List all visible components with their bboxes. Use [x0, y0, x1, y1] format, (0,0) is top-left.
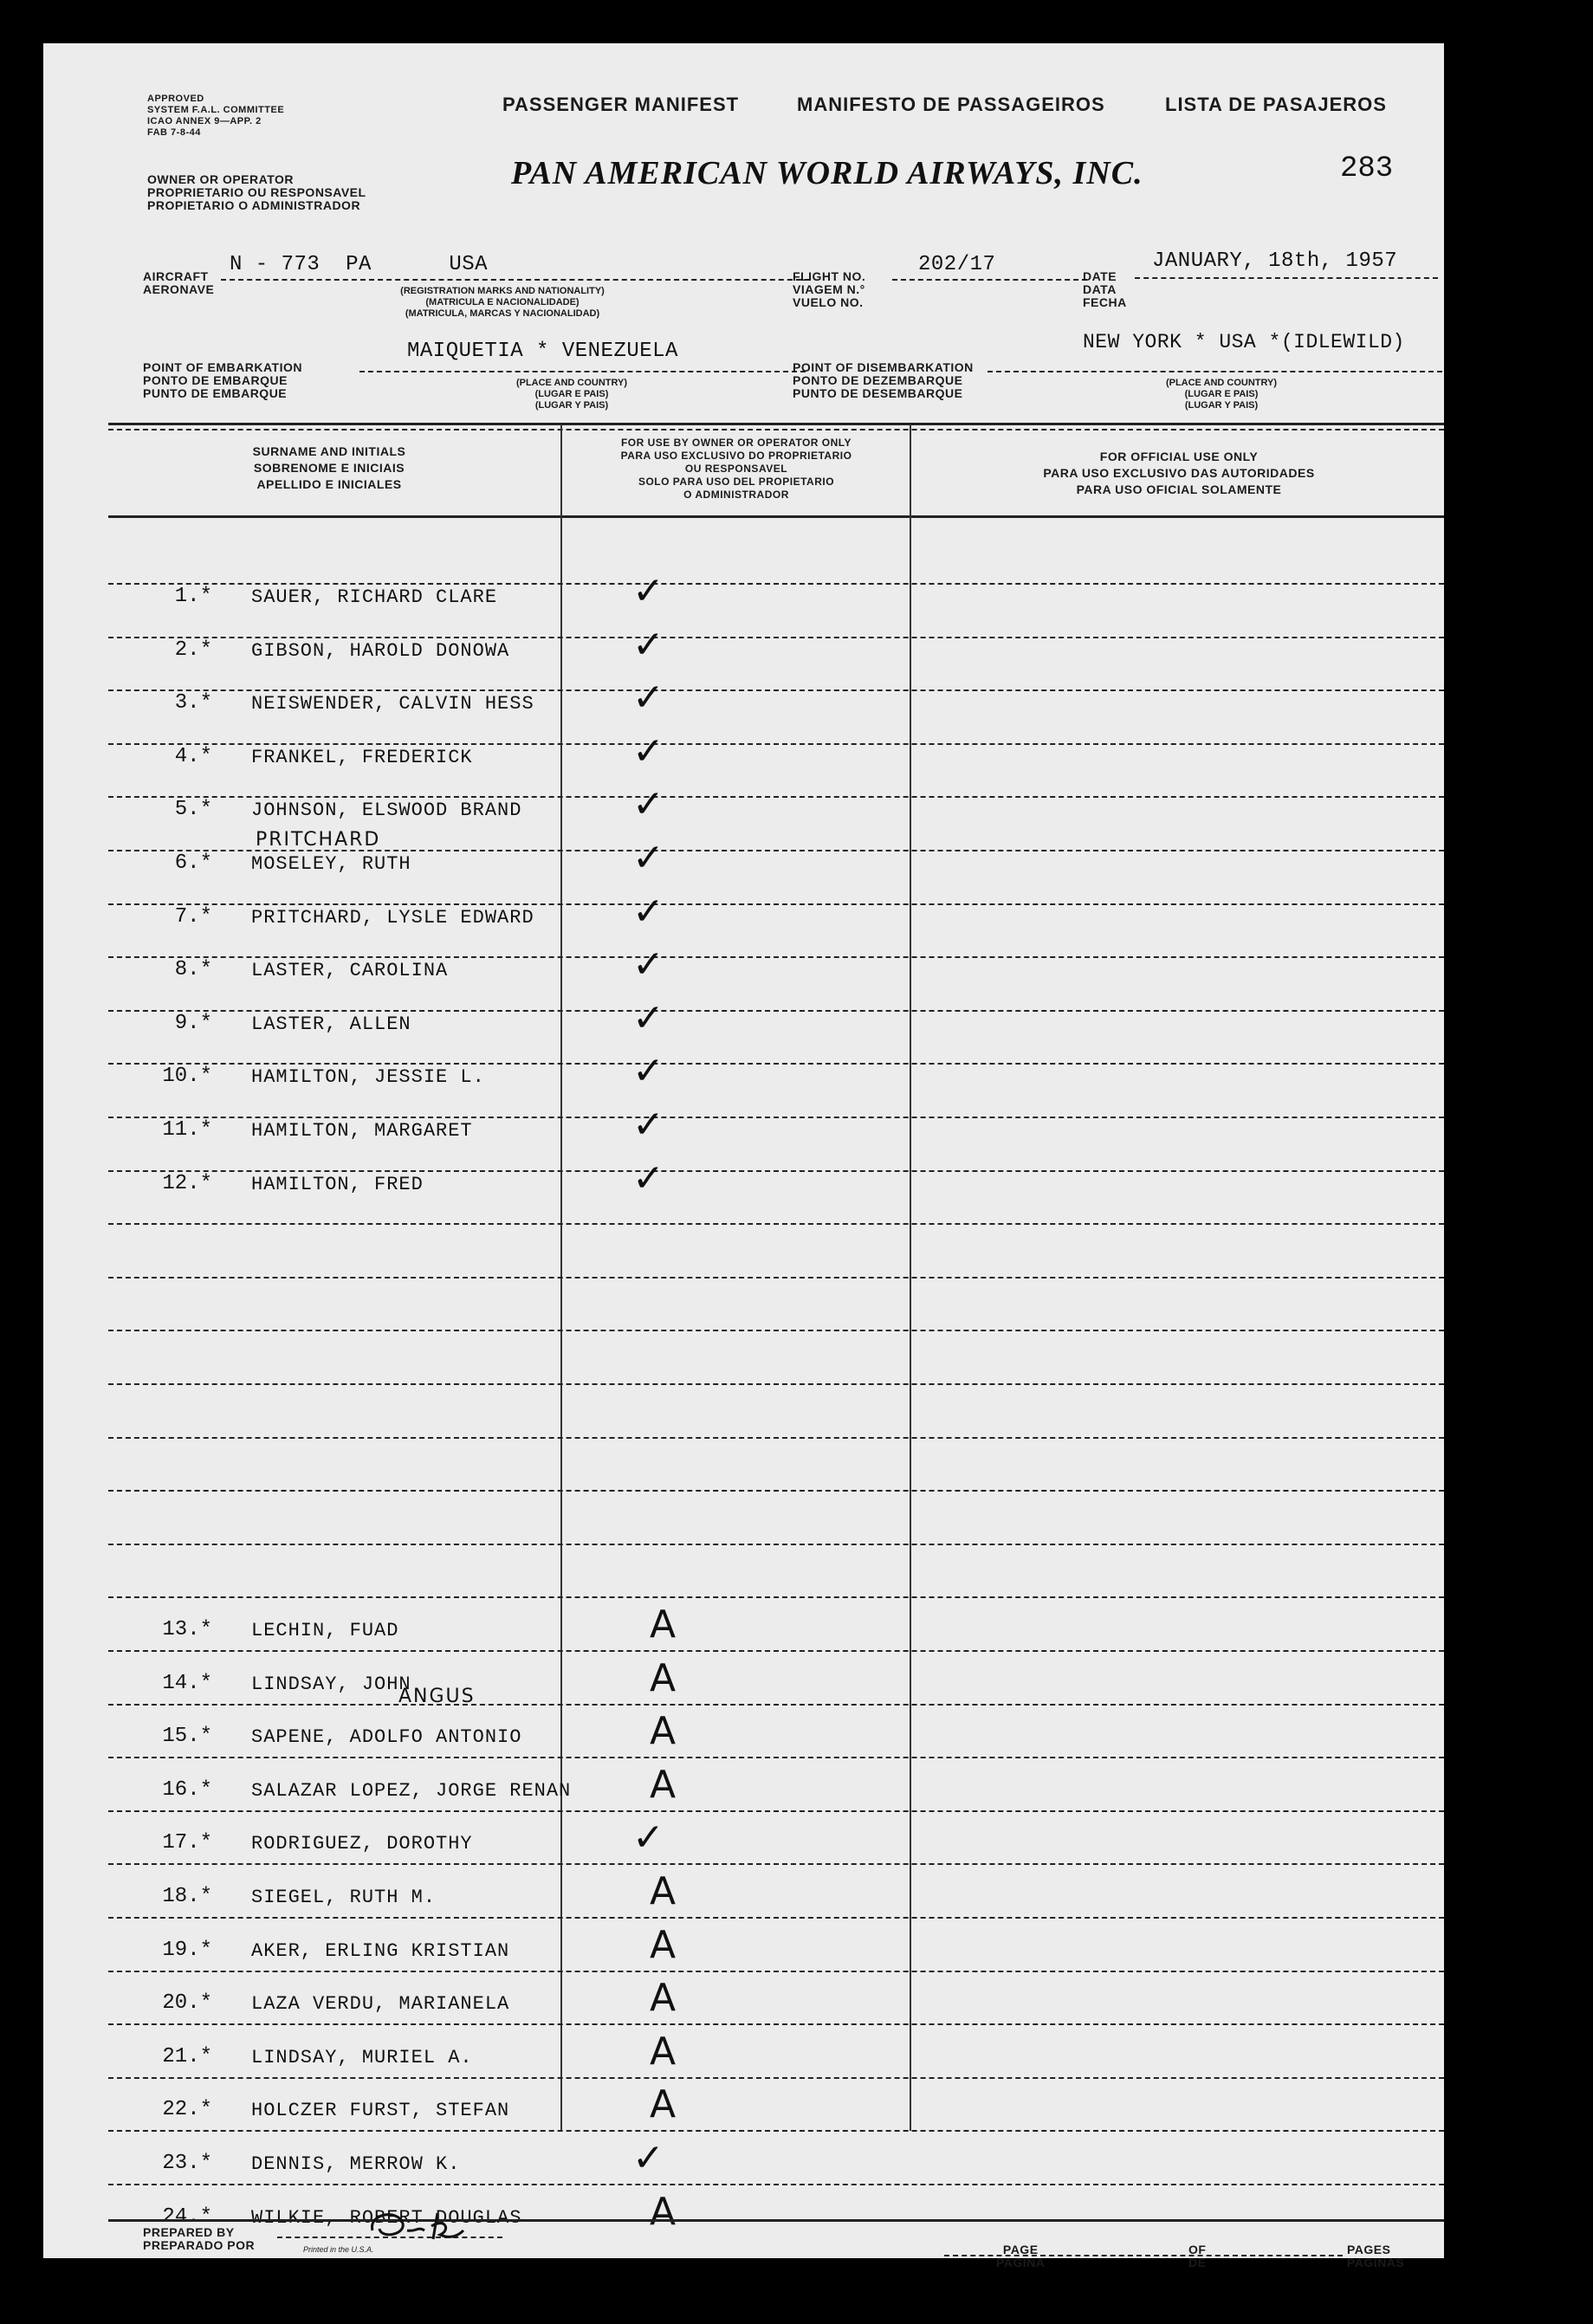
date-underline [1135, 277, 1438, 279]
aircraft-label-line: AIRCRAFT [143, 269, 209, 283]
aircraft-label [143, 270, 214, 296]
passenger-name: LECHIN, FUAD [251, 1620, 399, 1641]
passenger-number: 19.* [162, 1938, 212, 1962]
page-label-line: PAGINA [996, 2256, 1046, 2269]
row-rule [108, 1863, 1444, 1865]
passenger-number: 3.* [174, 691, 212, 715]
disembarkation-sub-line: (PLACE AND COUNTRY) [1165, 378, 1278, 388]
arrival-mark: A [650, 1655, 677, 1700]
row-rule [108, 1330, 1444, 1331]
pages-label [1347, 2243, 1404, 2269]
page-label-line: PAGE [1002, 2243, 1039, 2256]
owner-column-header [567, 437, 905, 502]
row-rule [108, 1810, 1444, 1812]
row-rule [108, 1596, 1444, 1598]
owner-header-line: OU RESPONSAVEL [684, 463, 788, 475]
passenger-name: JOHNSON, ELSWOOD BRAND [251, 799, 522, 822]
passenger-name: AKER, ERLING KRISTIAN [251, 1939, 510, 1962]
check-mark-icon: ✓ [632, 889, 664, 934]
arrival-mark: A [650, 1762, 677, 1807]
names-header-line: SOBRENOME E INICIAIS [253, 461, 405, 475]
row-rule [108, 1704, 1444, 1706]
embarkation-sub-line: (LUGAR E PAIS) [534, 389, 609, 399]
title-pt: MANIFESTO DE PASSAGEIROS [797, 94, 1105, 115]
passenger-number: 7.* [174, 904, 212, 929]
passenger-name: SAPENE, ADOLFO ANTONIO [251, 1726, 522, 1749]
row-rule [108, 956, 1444, 958]
owner-header-line: FOR USE BY OWNER OR OPERATOR ONLY [620, 437, 852, 449]
passenger-name: SAUER, RICHARD CLARE [251, 586, 498, 608]
passenger-name: WILKIE, ROBERT DOUGLAS [251, 2206, 522, 2229]
passenger-name: LINDSAY, JOHN [251, 1673, 411, 1695]
row-rule [108, 743, 1444, 745]
of-label-line: OF [1188, 2243, 1207, 2256]
flight-label [793, 270, 865, 309]
passenger-number: 6.* [174, 851, 212, 875]
signature-icon [364, 2204, 476, 2248]
owner-label-line: PROPRIETARIO OU RESPONSAVEL [147, 185, 366, 199]
official-header-line: PARA USO OFICIAL SOLAMENTE [1076, 482, 1282, 496]
aircraft-sub-line: (MATRICULA, MARCAS Y NACIONALIDAD) [405, 308, 600, 319]
passenger-name: MOSELEY, RUTH [251, 853, 411, 875]
aircraft-sub [321, 286, 684, 320]
check-mark-icon: ✓ [632, 782, 664, 827]
passenger-number: 22.* [162, 2098, 212, 2122]
passenger-name: LINDSAY, MURIEL A. [251, 2046, 473, 2068]
passenger-name: FRANKEL, FREDERICK [251, 746, 473, 768]
passenger-name: RODRIGUEZ, DOROTHY [251, 1833, 473, 1855]
check-mark-icon: ✓ [632, 942, 664, 987]
row-rule [108, 1383, 1444, 1385]
row-rule [108, 1223, 1444, 1225]
flight-underline [892, 279, 1087, 281]
arrival-mark: A [650, 1922, 677, 1967]
passenger-number: 14.* [162, 1671, 212, 1695]
check-mark-icon: ✓ [632, 1049, 664, 1094]
table-top-rule-2 [108, 429, 1444, 430]
flight-value: 202/17 [918, 253, 996, 276]
passenger-name: HAMILTON, MARGARET [251, 1120, 473, 1142]
table-header-rule [108, 515, 1444, 518]
disembarkation-sub-line: (LUGAR E PAIS) [1184, 389, 1259, 399]
passenger-number: 5.* [174, 798, 212, 822]
approval-line: ICAO ANNEX 9—APP. 2 [147, 116, 262, 126]
passenger-number: 24.* [162, 2204, 212, 2229]
names-header-line: SURNAME AND INITIALS [252, 444, 406, 458]
approval-line: SYSTEM F.A.L. COMMITTEE [147, 105, 285, 115]
owner-label-line: PROPIETARIO O ADMINISTRADOR [147, 198, 361, 212]
arrival-mark: A [650, 1976, 677, 2021]
aircraft-label-line: AERONAVE [143, 282, 215, 296]
date-label [1083, 270, 1127, 309]
manifest-sheet [43, 43, 1444, 2269]
airline-name: PAN AMERICAN WORLD AIRWAYS, INC. [511, 155, 1143, 191]
row-rule [108, 583, 1444, 585]
date-value: JANUARY, 18th, 1957 [1152, 249, 1398, 273]
title-en: PASSENGER MANIFEST [502, 94, 740, 115]
passenger-number: 21.* [162, 2044, 212, 2068]
passenger-name: NEISWENDER, CALVIN HESS [251, 693, 534, 715]
passenger-name: LAZA VERDU, MARIANELA [251, 1993, 510, 2016]
passenger-number: 2.* [174, 638, 212, 662]
prepared-label-line: PREPARED BY [143, 2225, 235, 2239]
row-rule [108, 2130, 1444, 2132]
date-label-line: DATE [1083, 269, 1117, 283]
passenger-number: 17.* [162, 1831, 212, 1855]
embarkation-label-line: PUNTO DE EMBARQUE [143, 386, 288, 400]
arrival-mark: A [650, 1869, 677, 1913]
passenger-number: 8.* [174, 958, 212, 982]
disembarkation-label-line: PUNTO DE DESEMBARQUE [793, 386, 963, 400]
row-rule [108, 2077, 1444, 2079]
passenger-name: LASTER, ALLEN [251, 1013, 411, 1035]
disembarkation-label [793, 361, 974, 400]
row-rule [108, 637, 1444, 638]
arrival-mark: A [650, 2189, 677, 2234]
footer-rule [108, 2219, 1444, 2222]
page-label [996, 2243, 1045, 2269]
check-mark-icon: ✓ [632, 622, 664, 667]
flight-label-line: FLIGHT NO. [793, 269, 866, 283]
embarkation-value: MAIQUETIA * VENEZUELA [407, 340, 678, 363]
passenger-name: HAMILTON, JESSIE L. [251, 1066, 485, 1089]
row-rule [108, 1650, 1444, 1652]
of-label [1188, 2243, 1206, 2269]
arrival-mark: A [650, 2029, 677, 2074]
approval-block [147, 94, 284, 139]
passenger-number: 23.* [162, 2152, 212, 2175]
table-top-rule [108, 423, 1444, 425]
check-mark-icon: ✓ [632, 676, 664, 721]
handwritten-correction: PRITCHARD [256, 829, 381, 851]
disembarkation-sub-line: (LUGAR Y PAIS) [1184, 400, 1259, 411]
official-header-line: FOR OFFICIAL USE ONLY [1099, 450, 1259, 463]
row-rule [108, 903, 1444, 905]
row-rule [108, 1490, 1444, 1492]
check-mark-icon: ✓ [632, 728, 664, 774]
approval-line: APPROVED [147, 94, 204, 104]
prepared-label [143, 2226, 255, 2252]
arrival-mark: A [650, 1709, 677, 1754]
passenger-name: SALAZAR LOPEZ, JORGE RENAN [251, 1779, 572, 1802]
passenger-name: SIEGEL, RUTH M. [251, 1887, 437, 1908]
row-rule [108, 1170, 1444, 1172]
row-rule [108, 1757, 1444, 1758]
check-mark-icon: ✓ [632, 836, 664, 880]
embarkation-label [143, 361, 302, 400]
passenger-number: 13.* [162, 1618, 212, 1641]
disembarkation-sub [1109, 378, 1334, 411]
embarkation-underline [359, 371, 806, 372]
owner-header-line: O ADMINISTRADOR [683, 489, 789, 501]
embarkation-label-line: PONTO DE EMBARQUE [143, 373, 288, 387]
disembarkation-underline [988, 371, 1442, 372]
flight-label-line: VUELO NO. [793, 295, 864, 309]
row-rule [108, 2184, 1444, 2185]
printed-note: Printed in the U.S.A. [303, 2245, 374, 2254]
check-mark-icon: ✓ [632, 995, 664, 1040]
passenger-number: 18.* [162, 1885, 212, 1908]
row-rule [108, 1544, 1444, 1545]
passenger-number: 16.* [162, 1777, 212, 1802]
disembarkation-value: NEW YORK * USA *(IDLEWILD) [1083, 331, 1405, 353]
row-rule [108, 1437, 1444, 1439]
date-label-line: DATA [1083, 282, 1117, 296]
passenger-name: DENNIS, MERROW K. [251, 2153, 461, 2175]
page-underline [944, 2255, 1343, 2256]
aircraft-value: N - 773 PA USA [230, 253, 489, 276]
page-number: 283 [1340, 152, 1394, 185]
row-rule [108, 1063, 1444, 1065]
passenger-number: 10.* [162, 1065, 212, 1089]
passenger-number: 4.* [174, 744, 212, 768]
passenger-number: 9.* [174, 1011, 212, 1035]
flight-label-line: VIAGEM N.° [793, 282, 865, 296]
embarkation-sub-line: (LUGAR Y PAIS) [534, 400, 609, 411]
check-mark-icon: ✓ [632, 2136, 664, 2180]
official-column-header [914, 449, 1444, 498]
arrival-mark: A [650, 2082, 677, 2127]
check-mark-icon: ✓ [632, 1103, 664, 1147]
check-mark-icon: ✓ [632, 569, 664, 613]
embarkation-sub-line: (PLACE AND COUNTRY) [515, 378, 628, 388]
owner-header-line: SOLO PARA USO DEL PROPIETARIO [638, 476, 835, 488]
row-rule [108, 1917, 1444, 1919]
passenger-number: 15.* [162, 1725, 212, 1749]
row-rule [108, 796, 1444, 798]
handwritten-correction: ANGUS [398, 1685, 476, 1707]
passenger-name: LASTER, CAROLINA [251, 960, 449, 982]
row-rule [108, 2023, 1444, 2025]
row-rule [108, 1010, 1444, 1012]
names-header-line: APELLIDO E INICIALES [256, 477, 402, 491]
disembarkation-label-line: PONTO DE DEZEMBARQUE [793, 373, 963, 387]
aircraft-sub-line: (MATRICULA E NACIONALIDADE) [425, 297, 580, 307]
passenger-name: GIBSON, HAROLD DONOWA [251, 639, 510, 662]
prepared-label-line: PREPARADO POR [143, 2238, 256, 2252]
aircraft-underline [221, 279, 810, 281]
passenger-name: HAMILTON, FRED [251, 1173, 424, 1195]
embarkation-sub [459, 378, 684, 411]
owner-label-line: OWNER OR OPERATOR [147, 172, 294, 186]
passenger-name: HOLCZER FURST, STEFAN [251, 2100, 510, 2122]
passenger-name: PRITCHARD, LYSLE EDWARD [251, 906, 534, 929]
arrival-mark: A [650, 1602, 677, 1647]
check-mark-icon: ✓ [632, 1156, 664, 1201]
approval-line: FAB 7-8-44 [147, 127, 201, 138]
names-column-header [186, 443, 472, 493]
row-rule [108, 1277, 1444, 1279]
row-rule [108, 1117, 1444, 1118]
passenger-number: 11.* [162, 1118, 212, 1142]
row-rule [108, 1971, 1444, 1972]
check-mark-icon: ✓ [632, 1816, 664, 1861]
owner-header-line: PARA USO EXCLUSIVO DO PROPRIETARIO [620, 450, 852, 462]
pages-label-line: PAGES [1347, 2243, 1391, 2256]
aircraft-sub-line: (REGISTRATION MARKS AND NATIONALITY) [400, 286, 605, 296]
passenger-number: 1.* [174, 585, 212, 608]
disembarkation-label-line: POINT OF DISEMBARKATION [793, 360, 974, 374]
date-label-line: FECHA [1083, 295, 1127, 309]
pages-label-line: PAGINAS [1347, 2256, 1405, 2269]
owner-label [147, 173, 366, 212]
of-label-line: DE [1188, 2256, 1207, 2269]
official-header-line: PARA USO EXCLUSIVO DAS AUTORIDADES [1043, 466, 1315, 480]
passenger-number: 12.* [162, 1171, 212, 1195]
row-rule [108, 689, 1444, 691]
passenger-number: 20.* [162, 1991, 212, 2016]
title-es: LISTA DE PASAJEROS [1165, 94, 1387, 115]
embarkation-label-line: POINT OF EMBARKATION [143, 360, 302, 374]
